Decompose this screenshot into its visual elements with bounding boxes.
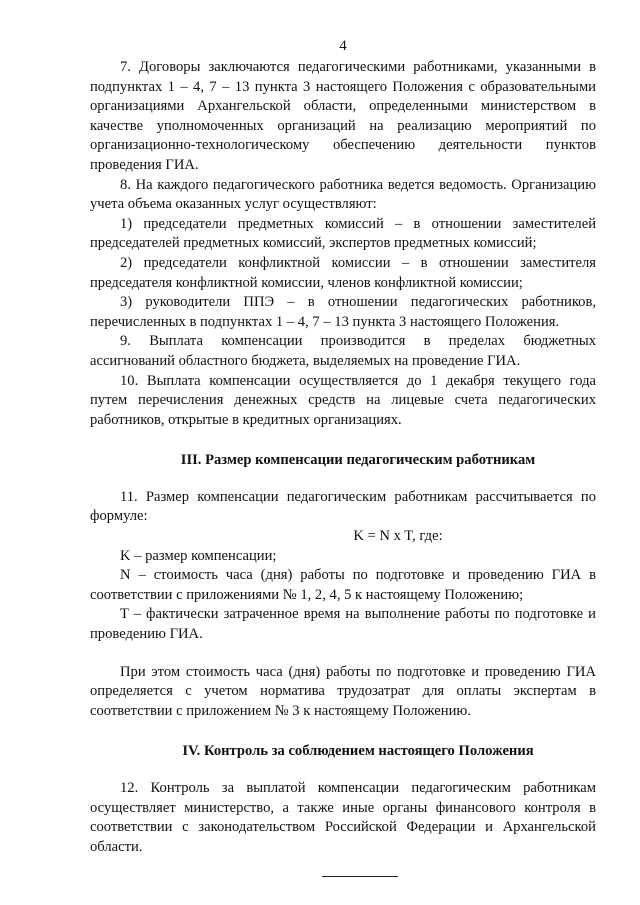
definition-k: K – размер компенсации;: [120, 547, 277, 564]
paragraph-12: 12. Контроль за выплатой компенсации педагогическим работникам осуществляет министерство, а также иные органы финансового контроля в соответствии с законодательством Российской Федерации и Архангельской области.: [90, 780, 596, 855]
paragraph-10: 10. Выплата компенсации осуществляется до 1 декабря текущего года путем перечисления денежных средств на лицевые счета педагогических работников, открытые в кредитных организациях.: [90, 372, 596, 428]
definition-n: N – стоимость часа (дня) работы по подготовке и проведению ГИА в соответствии с приложениями № 1, 2, 4, 5 к настоящему Положению;: [90, 567, 596, 603]
cost-note: При этом стоимость часа (дня) работы по подготовке и проведению ГИА определяется с учетом норматива трудозатрат для оплаты экспертам в соответствии с приложением № 3 к настоящему Положению.: [90, 663, 596, 719]
paragraph-8-item-1: 1) председатели предметных комиссий – в отношении заместителей председателей предметных комиссий, экспертов предметных комиссий;: [90, 215, 596, 252]
spacer: [90, 471, 596, 488]
section-4-heading: IV. Контроль за соблюдением настоящего Положения: [182, 743, 534, 760]
paragraph-9: 9. Выплата компенсации производится в пределах бюджетных ассигнований областного бюджета, выделяемых на проведение ГИА.: [90, 333, 596, 369]
definition-t: T – фактически затраченное время на выполнение работы по подготовке и проведению ГИА.: [90, 606, 596, 643]
paragraph-11: 11. Размер компенсации педагогическим работникам рассчитывается по формуле:: [90, 488, 596, 525]
paragraph-8: 8. На каждого педагогического работника ведется ведомость. Организацию учета объема оказанных услуг осуществляют:: [90, 176, 596, 213]
page-number: 4: [339, 38, 347, 54]
section-3-heading: III. Размер компенсации педагогическим работникам: [180, 452, 536, 469]
formula: K = N x T, где:: [353, 528, 443, 545]
spacer: [90, 762, 596, 779]
end-divider: [322, 876, 398, 877]
spacer: [90, 430, 596, 451]
spacer: [90, 721, 596, 742]
paragraph-8-item-2: 2) председатели конфликтной комиссии – в отношении заместителя председателя конфликтной комиссии, членов конфликтной комиссии;: [90, 254, 596, 291]
spacer: [90, 645, 596, 663]
paragraph-8-item-3: 3) руководители ППЭ – в отношении педагогических работников, перечисленных в подпунктах 1 – 4, 7 – 13 пункта 3 настоящего Положения.: [90, 294, 596, 330]
paragraph-7: 7. Договоры заключаются педагогическими работниками, указанными в подпунктах 1 – 4, 7 – 13 пункта 3 настоящего Положения с образовательными организациями Архангельской области, определенными министерством в качестве уполномоченных организаций на реализацию мероприятий по организационно-технологическому обеспечению деятельности пунктов проведения ГИА.: [90, 59, 596, 173]
